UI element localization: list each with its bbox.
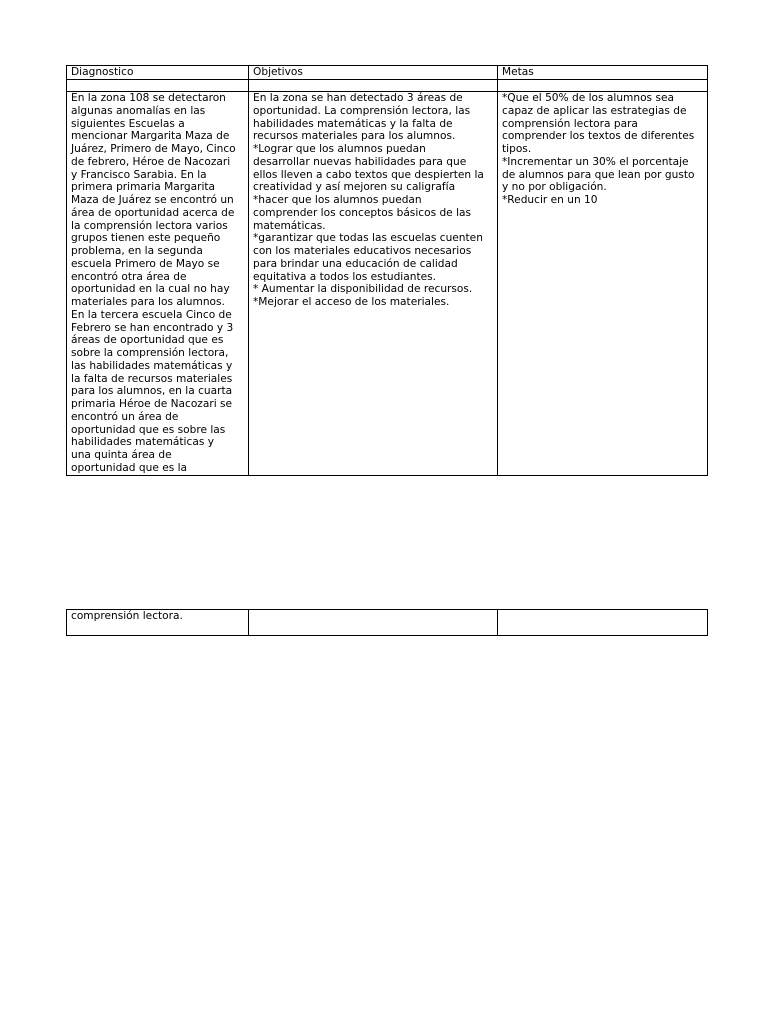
continuation-row [67, 610, 708, 636]
table-empty-row [67, 80, 708, 92]
objetivos-cell [249, 92, 498, 476]
table-header-row [67, 66, 708, 80]
goals-table-continuation [66, 609, 708, 636]
empty-cell [67, 80, 249, 92]
goals-table [66, 65, 708, 476]
empty-cell [498, 80, 708, 92]
table-body-row [67, 92, 708, 476]
empty-cell [498, 610, 708, 636]
empty-cell [249, 80, 498, 92]
objetivos-text: En la zona se han detectado 3 áreas de oportunidad. La comprensión lectora, las habilidades matemáticas y la falta de recursos materiales para los alumnos. *Lograr que los alumnos puedan desarrollar nuevas habilidades para que ellos lleven a cabo textos que despierten la creatividad y así mejoren su caligrafía *hacer que los alumnos puedan comprender los conceptos básicos de las matemáticas. *garantizar que todas las escuelas cuenten con los materiales educativos necesarios para brindar una educación de calidad equitativa a todos los estudiantes. * Aumentar la disponibilidad de recursos. *Mejorar el acceso de los materiales. [253, 92, 484, 308]
diagnostico-continuation-text: comprensión lectora. [71, 610, 183, 622]
metas-cell [498, 92, 708, 476]
diagnostico-continuation-cell [67, 610, 249, 636]
header-metas: Metas [498, 66, 708, 80]
metas-text: *Que el 50% de los alumnos sea capaz de aplicar las estrategias de comprensión lectora para comprender los textos de diferentes tipos. *Incrementar un 30% el porcentaje de alumnos para que lean por gusto y no por obligación. *Reducir en un 10 [502, 92, 695, 206]
diagnostico-cell [67, 92, 249, 476]
empty-cell [249, 610, 498, 636]
diagnostico-text: En la zona 108 se detectaron algunas anomalías en las siguientes Escuelas a mencionar Margarita Maza de Juárez, Primero de Mayo, Cinco de febrero, Héroe de Nacozari y Francisco Sarabia. En la primera primaria Margarita Maza de Juárez se encontró un área de oportunidad acerca de la comprensión lectora varios grupos tienen este pequeño problema, en la segunda escuela Primero de Mayo se encontró otra área de oportunidad en la cual no hay materiales para los alumnos. En la tercera escuela Cinco de Febrero se han encontrado y 3 áreas de oportunidad que es sobre la comprensión lectora, las habilidades matemáticas y la falta de recursos materiales para los alumnos, en la cuarta primaria Héroe de Nacozari se encontró un área de oportunidad que es sobre las habilidades matemáticas y una quinta área de oportunidad que es la [71, 92, 236, 474]
header-objetivos: Objetivos [249, 66, 498, 80]
header-diagnostico: Diagnostico [67, 66, 249, 80]
